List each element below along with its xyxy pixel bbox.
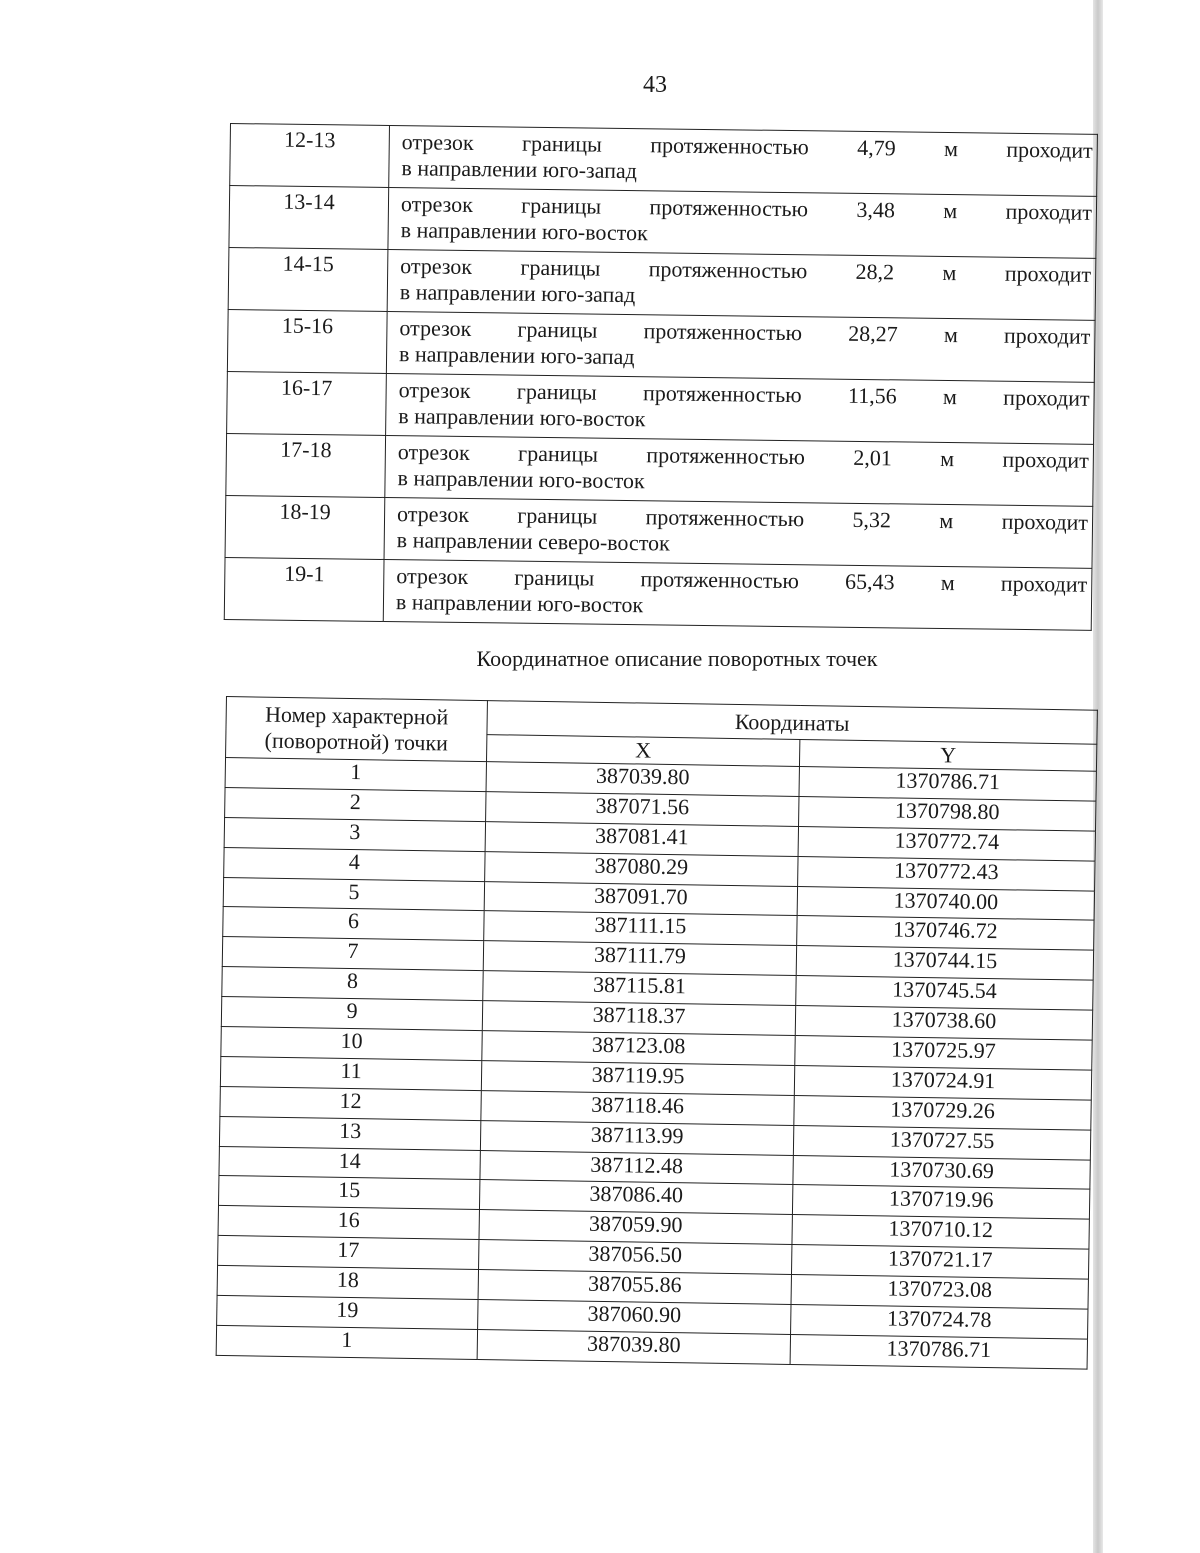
table-row: [225, 495, 1093, 568]
x-coordinate-cell: 387123.08: [482, 1031, 795, 1066]
point-number-cell: 1: [225, 758, 486, 792]
x-coordinate-cell: 387118.46: [481, 1090, 794, 1125]
x-coordinate-cell: 387115.81: [483, 971, 796, 1006]
table-row: [230, 124, 1098, 197]
point-number-cell: 10: [221, 1026, 482, 1060]
x-coordinate-cell: 387119.95: [481, 1060, 794, 1095]
x-coordinate-cell: 387060.90: [478, 1300, 791, 1335]
y-coordinate-cell: 1370772.43: [798, 856, 1095, 891]
x-coordinate-cell: 387086.40: [479, 1180, 792, 1215]
segment-description: отрезок границы протяженностью 5,32 м проходит в направлении северо-восток: [384, 497, 1093, 568]
coordinates-header: Координаты: [487, 701, 1097, 745]
table-row: [229, 186, 1097, 259]
y-coordinate-cell: 1370745.54: [796, 976, 1093, 1011]
segment-id: 13-14: [229, 186, 389, 250]
x-coordinate-cell: 387055.86: [478, 1270, 791, 1305]
x-coordinate-cell: 387080.29: [485, 851, 798, 886]
x-coordinate-cell: 387091.70: [484, 881, 797, 916]
point-number-cell: 4: [224, 847, 485, 881]
segment-id: 18-19: [225, 495, 385, 559]
x-coordinate-cell: 387039.80: [486, 762, 799, 797]
table-row: [224, 557, 1092, 630]
point-number-cell: 5: [223, 877, 484, 911]
point-number-cell: 3: [224, 817, 485, 851]
y-coordinate-cell: 1370786.71: [799, 767, 1096, 802]
point-number-cell: 7: [222, 937, 483, 971]
segment-description: отрезок границы протяженностью 3,48 м проходит в направлении юго-восток: [388, 187, 1097, 258]
segment-description: отрезок границы протяженностью 65,43 м проходит в направлении юго-восток: [383, 559, 1092, 630]
x-column-header: X: [487, 735, 800, 767]
y-coordinate-cell: 1370719.96: [792, 1185, 1089, 1220]
point-number-cell: 12: [220, 1086, 481, 1120]
y-coordinate-cell: 1370746.72: [797, 916, 1094, 951]
x-coordinate-cell: 387056.50: [479, 1240, 792, 1275]
x-coordinate-cell: 387071.56: [486, 791, 799, 826]
x-coordinate-cell: 387039.80: [477, 1329, 790, 1364]
y-coordinate-cell: 1370738.60: [795, 1006, 1092, 1041]
table-row: [227, 371, 1095, 444]
coordinates-body: [216, 758, 1096, 1369]
page-number: 43: [643, 72, 667, 98]
y-coordinate-cell: 1370729.26: [794, 1095, 1091, 1130]
y-coordinate-cell: 1370730.69: [793, 1155, 1090, 1190]
y-coordinate-cell: 1370710.12: [792, 1215, 1089, 1250]
segment-id: 15-16: [227, 309, 387, 373]
y-coordinate-cell: 1370786.71: [790, 1334, 1087, 1369]
x-coordinate-cell: 387112.48: [480, 1150, 793, 1185]
point-number-cell: 2: [225, 787, 486, 821]
segment-id: 19-1: [224, 557, 384, 621]
x-coordinate-cell: 387059.90: [479, 1210, 792, 1245]
point-number-header: Номер характерной (поворотной) точки: [226, 697, 488, 762]
point-number-cell: 9: [221, 997, 482, 1031]
segment-description: отрезок границы протяженностью 28,27 м проходит в направлении юго-запад: [386, 311, 1095, 382]
x-coordinate-cell: 387111.15: [484, 911, 797, 946]
y-coordinate-cell: 1370772.74: [798, 826, 1095, 861]
x-coordinate-cell: 387081.41: [485, 821, 798, 856]
y-column-header: Y: [799, 740, 1096, 772]
table-row: [227, 309, 1095, 382]
y-coordinate-cell: 1370721.17: [791, 1245, 1088, 1280]
point-number-cell: 14: [219, 1146, 480, 1180]
y-coordinate-cell: 1370723.08: [791, 1275, 1088, 1310]
point-number-cell: 13: [219, 1116, 480, 1150]
coordinates-caption: Координатное описание поворотных точек: [476, 646, 878, 671]
point-number-cell: 1: [216, 1325, 477, 1359]
segment-description: отрезок границы протяженностью 11,56 м проходит в направлении юго-восток: [386, 373, 1095, 444]
x-coordinate-cell: 387111.79: [483, 941, 796, 976]
segment-id: 16-17: [227, 371, 387, 435]
x-coordinate-cell: 387118.37: [482, 1001, 795, 1036]
y-coordinate-cell: 1370724.91: [794, 1065, 1091, 1100]
x-coordinate-cell: 387113.99: [480, 1120, 793, 1155]
y-coordinate-cell: 1370727.55: [793, 1125, 1090, 1160]
y-coordinate-cell: 1370744.15: [796, 946, 1093, 981]
segment-description: отрезок границы протяженностью 4,79 м проходит в направлении юго-запад: [389, 126, 1098, 197]
table-row: [228, 247, 1096, 320]
point-number-cell: 17: [218, 1236, 479, 1270]
point-number-cell: 6: [223, 907, 484, 941]
y-coordinate-cell: 1370798.80: [799, 796, 1096, 831]
segment-id: 17-18: [226, 433, 386, 497]
coordinates-table: [216, 696, 1098, 1369]
point-number-cell: 19: [217, 1295, 478, 1329]
segment-id: 12-13: [230, 124, 390, 188]
y-coordinate-cell: 1370740.00: [797, 886, 1094, 921]
segment-description: отрезок границы протяженностью 2,01 м проходит в направлении юго-восток: [385, 435, 1094, 506]
point-number-cell: 11: [220, 1056, 481, 1090]
point-number-cell: 18: [217, 1266, 478, 1300]
segment-id: 14-15: [228, 247, 388, 311]
y-coordinate-cell: 1370725.97: [795, 1035, 1092, 1070]
table-row: [226, 433, 1094, 506]
point-number-cell: 15: [218, 1176, 479, 1210]
point-number-cell: 16: [218, 1206, 479, 1240]
point-number-cell: 8: [222, 967, 483, 1001]
y-coordinate-cell: 1370724.78: [791, 1304, 1088, 1339]
boundary-segments-table: [224, 123, 1098, 631]
segment-description: отрезок границы протяженностью 28,2 м проходит в направлении юго-запад: [387, 249, 1096, 320]
